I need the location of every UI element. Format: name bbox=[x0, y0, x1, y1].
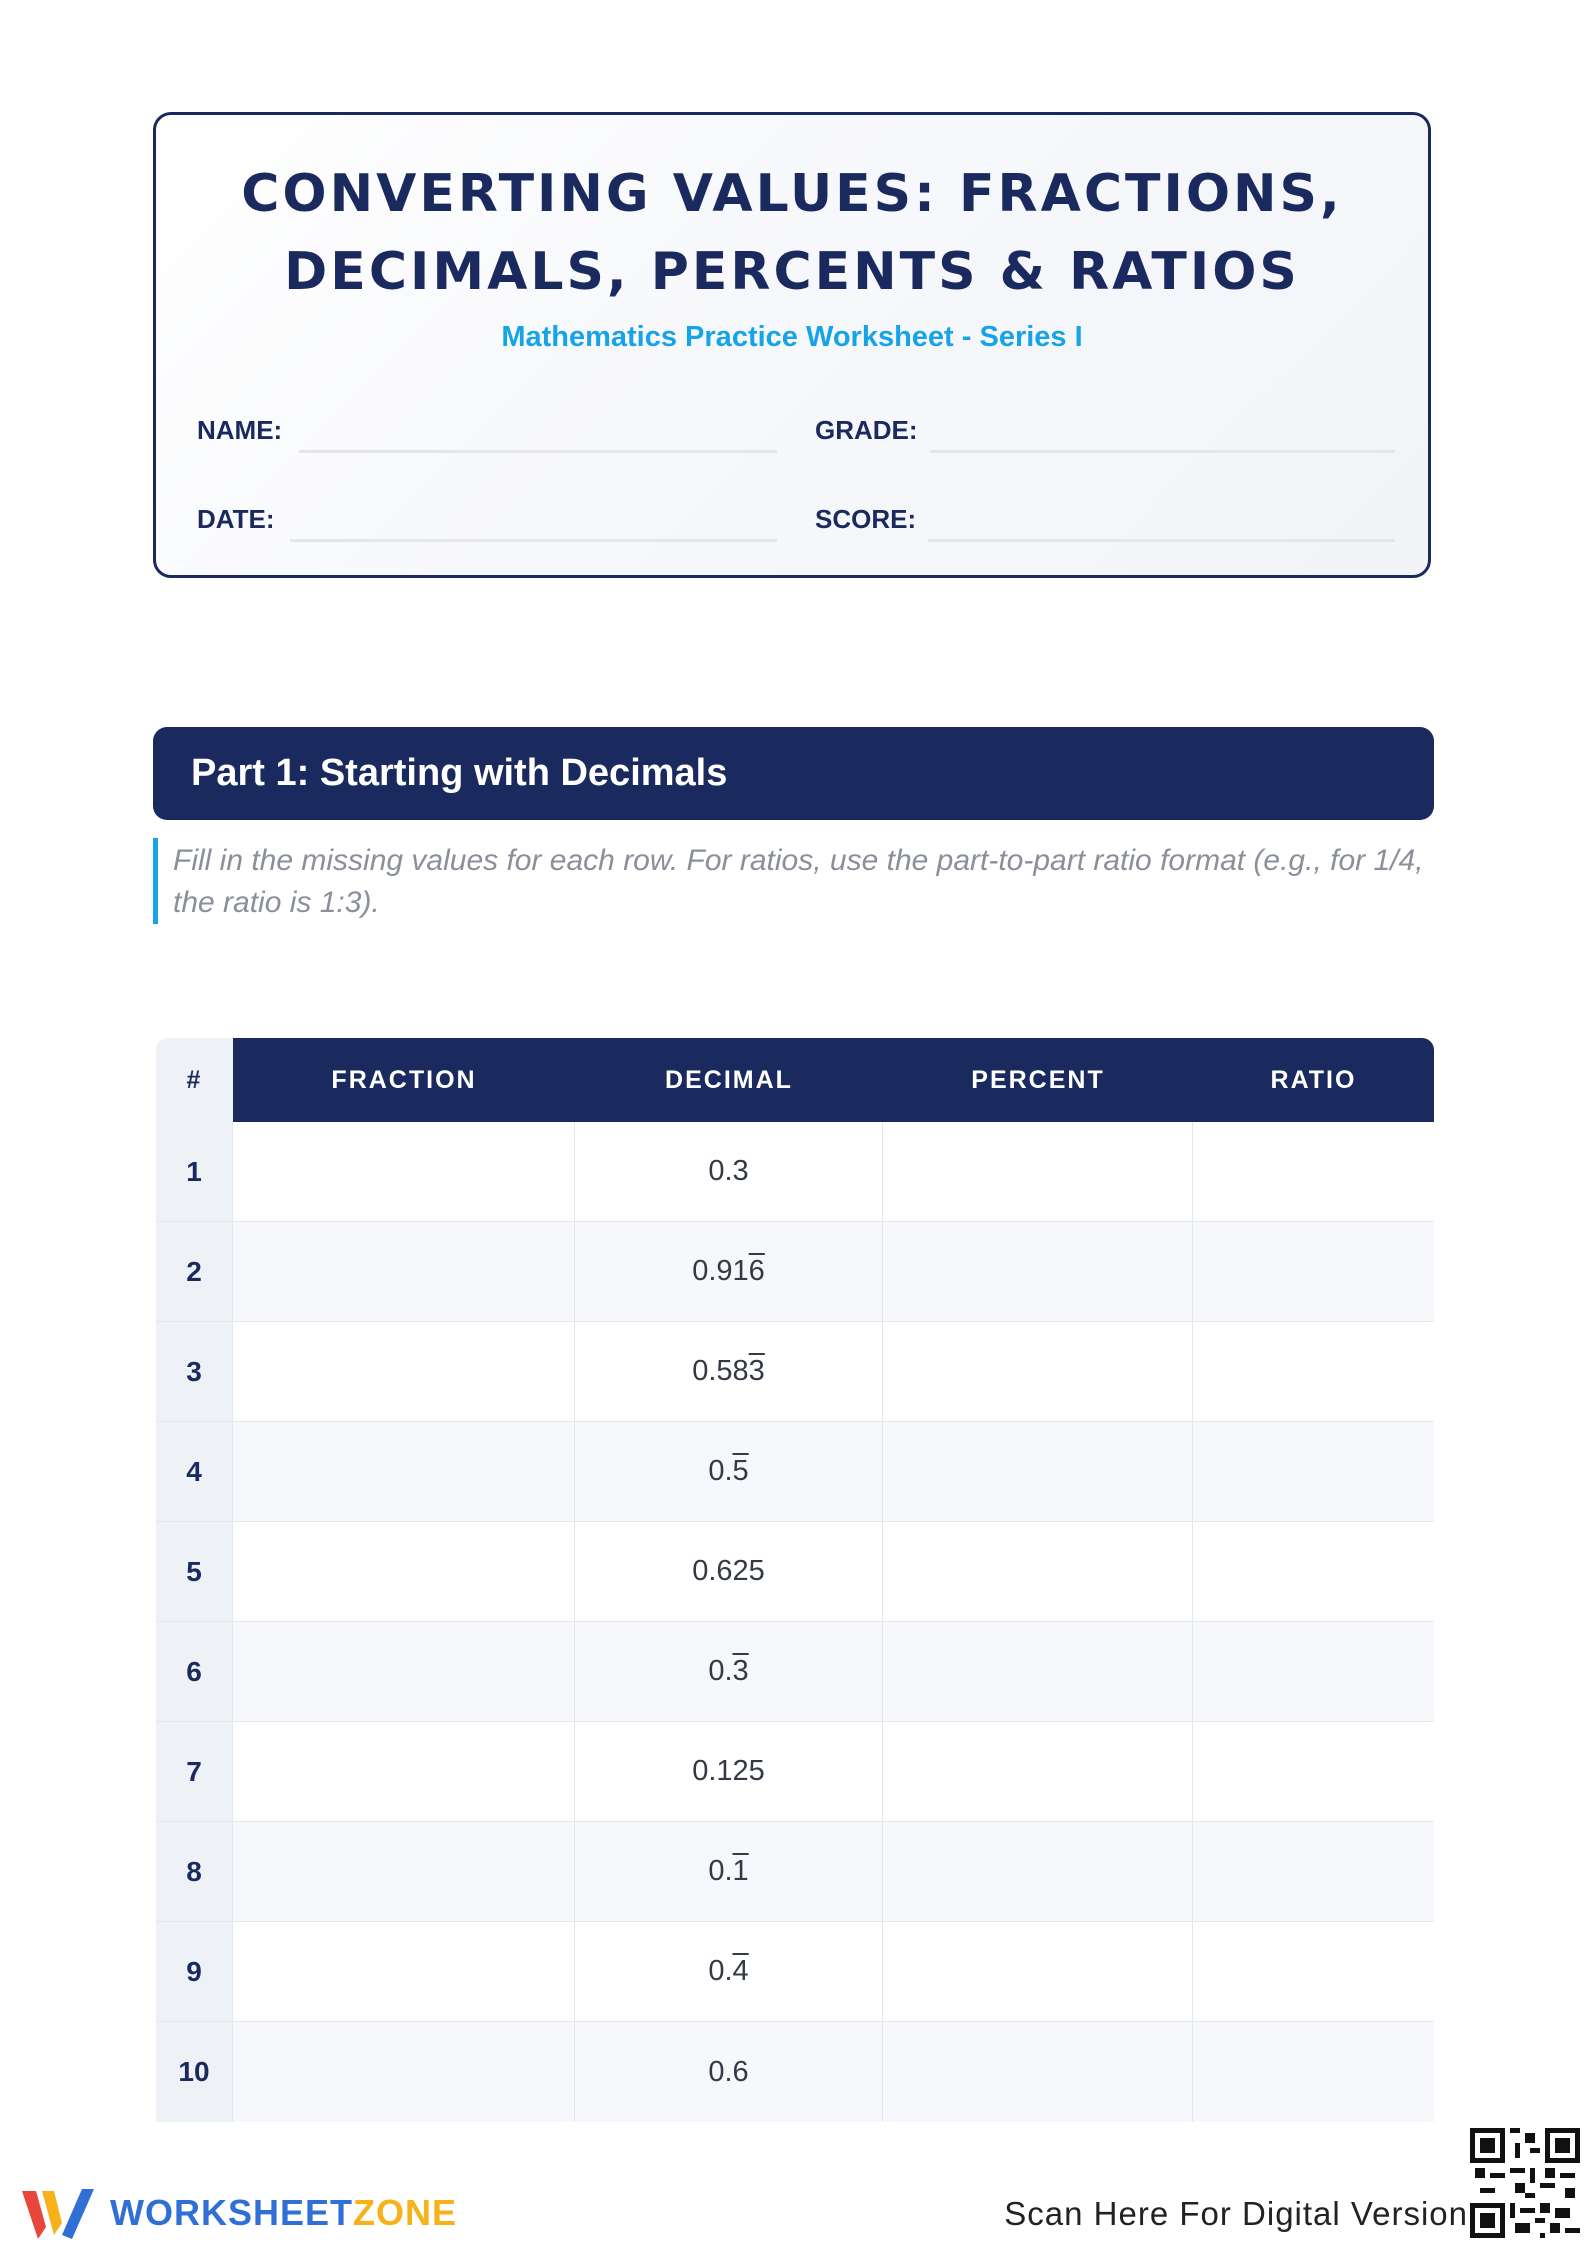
table-row bbox=[156, 1722, 1434, 1822]
decimal-base-digits: 0.125 bbox=[692, 1755, 765, 1787]
row-number: 9 bbox=[156, 1922, 233, 2021]
part-1-title: Part 1: Starting with Decimals bbox=[191, 752, 728, 794]
ratio-answer-cell[interactable] bbox=[1193, 1322, 1434, 1421]
percent-answer-cell[interactable] bbox=[883, 1922, 1193, 2021]
decimal-repeating-digit: 4 bbox=[732, 1955, 749, 1987]
percent-answer-cell[interactable] bbox=[883, 1722, 1193, 1821]
decimal-base-digits: 0.625 bbox=[692, 1555, 765, 1587]
decimal-base-digits: 0.58 bbox=[692, 1355, 749, 1387]
row-number: 8 bbox=[156, 1822, 233, 1921]
table-row bbox=[156, 1222, 1434, 1322]
part-1-banner bbox=[153, 727, 1434, 820]
ratio-answer-cell[interactable] bbox=[1193, 1222, 1434, 1321]
decimal-value bbox=[575, 1722, 883, 1821]
title-line-2: DECIMALS, PERCENTS & RATIOS bbox=[284, 242, 1300, 302]
table-body bbox=[156, 1122, 1434, 2122]
row-number: 5 bbox=[156, 1522, 233, 1621]
decimal-value bbox=[575, 1422, 883, 1521]
header-number: # bbox=[156, 1038, 233, 1122]
decimal-value bbox=[575, 1122, 883, 1221]
percent-answer-cell[interactable] bbox=[883, 1122, 1193, 1221]
table-row bbox=[156, 1822, 1434, 1922]
decimal-value bbox=[575, 1622, 883, 1721]
percent-answer-cell[interactable] bbox=[883, 1822, 1193, 1921]
percent-answer-cell[interactable] bbox=[883, 1322, 1193, 1421]
percent-answer-cell[interactable] bbox=[883, 1422, 1193, 1521]
worksheet-title bbox=[156, 155, 1428, 311]
name-field[interactable] bbox=[299, 450, 777, 453]
score-field[interactable] bbox=[928, 539, 1395, 542]
fraction-answer-cell[interactable] bbox=[233, 1922, 575, 2021]
table-row bbox=[156, 1522, 1434, 1622]
grade-label: GRADE: bbox=[815, 415, 918, 445]
decimal-base-digits: 0.6 bbox=[708, 2055, 749, 2088]
decimal-repeating-digit: 3 bbox=[732, 1655, 749, 1687]
ratio-answer-cell[interactable] bbox=[1193, 1422, 1434, 1521]
decimal-value bbox=[575, 2022, 883, 2122]
fraction-answer-cell[interactable] bbox=[233, 1722, 575, 1821]
decimal-base-digits: 0. bbox=[708, 1655, 733, 1687]
decimal-repeating-digit: 6 bbox=[748, 1255, 765, 1287]
name-label: NAME: bbox=[197, 415, 283, 445]
decimal-value bbox=[575, 1322, 883, 1421]
decimal-base-digits: 0. bbox=[708, 1455, 733, 1487]
title-line-1: CONVERTING VALUES: FRACTIONS, bbox=[241, 164, 1343, 224]
row-number: 1 bbox=[156, 1122, 233, 1221]
grade-field[interactable] bbox=[930, 450, 1395, 453]
row-number: 3 bbox=[156, 1322, 233, 1421]
percent-answer-cell[interactable] bbox=[883, 1222, 1193, 1321]
ratio-answer-cell[interactable] bbox=[1193, 1722, 1434, 1821]
ratio-answer-cell[interactable] bbox=[1193, 1622, 1434, 1721]
decimal-base-digits: 0.91 bbox=[692, 1255, 749, 1287]
qr-code-icon[interactable] bbox=[1470, 2128, 1580, 2238]
ratio-answer-cell[interactable] bbox=[1193, 1122, 1434, 1221]
fraction-answer-cell[interactable] bbox=[233, 1222, 575, 1321]
decimal-repeating-digit: 3 bbox=[748, 1355, 765, 1387]
header-percent: PERCENT bbox=[883, 1038, 1193, 1122]
fraction-answer-cell[interactable] bbox=[233, 1422, 575, 1521]
row-number: 2 bbox=[156, 1222, 233, 1321]
logo-text-worksheet: WORKSHEET bbox=[110, 2192, 353, 2233]
logo-text bbox=[110, 2192, 457, 2234]
ratio-answer-cell[interactable] bbox=[1193, 2022, 1434, 2122]
table-row bbox=[156, 1922, 1434, 2022]
fraction-answer-cell[interactable] bbox=[233, 1622, 575, 1721]
decimal-base-digits: 0. bbox=[708, 1855, 733, 1887]
row-number: 4 bbox=[156, 1422, 233, 1521]
row-number: 7 bbox=[156, 1722, 233, 1821]
row-number: 10 bbox=[156, 2022, 233, 2122]
decimal-repeating-digit: 1 bbox=[732, 1855, 749, 1887]
fraction-answer-cell[interactable] bbox=[233, 1822, 575, 1921]
worksheetzone-logo bbox=[18, 2183, 457, 2243]
table-row bbox=[156, 1122, 1434, 1222]
decimal-value bbox=[575, 1922, 883, 2021]
decimal-value bbox=[575, 1222, 883, 1321]
fraction-answer-cell[interactable] bbox=[233, 1322, 575, 1421]
date-field[interactable] bbox=[290, 539, 777, 542]
header-fraction: FRACTION bbox=[233, 1038, 575, 1122]
decimal-base-digits: 0.3 bbox=[708, 1155, 749, 1187]
header-card bbox=[153, 112, 1431, 578]
table-row bbox=[156, 1422, 1434, 1522]
worksheetzone-logo-icon bbox=[18, 2183, 96, 2243]
worksheet-subtitle: Mathematics Practice Worksheet - Series I bbox=[501, 321, 1083, 353]
table-row bbox=[156, 2022, 1434, 2122]
logo-text-zone: ZONE bbox=[353, 2192, 458, 2233]
header-ratio: RATIO bbox=[1193, 1038, 1434, 1122]
fraction-answer-cell[interactable] bbox=[233, 1122, 575, 1221]
percent-answer-cell[interactable] bbox=[883, 2022, 1193, 2122]
ratio-answer-cell[interactable] bbox=[1193, 1922, 1434, 2021]
fraction-answer-cell[interactable] bbox=[233, 1522, 575, 1621]
ratio-answer-cell[interactable] bbox=[1193, 1522, 1434, 1621]
fraction-answer-cell[interactable] bbox=[233, 2022, 575, 2122]
percent-answer-cell[interactable] bbox=[883, 1622, 1193, 1721]
table-header bbox=[156, 1038, 1434, 1122]
conversion-table bbox=[156, 1038, 1434, 2122]
scan-instruction: Scan Here For Digital Version bbox=[1004, 2195, 1468, 2232]
ratio-answer-cell[interactable] bbox=[1193, 1822, 1434, 1921]
part-1-instructions: Fill in the missing values for each row. For ratios, use the part-to-part ratio format (e.g., for 1/4, the ratio is 1:3). bbox=[153, 838, 1434, 924]
decimal-repeating-digit: 5 bbox=[732, 1455, 749, 1487]
table-row bbox=[156, 1322, 1434, 1422]
row-number: 6 bbox=[156, 1622, 233, 1721]
decimal-base-digits: 0. bbox=[708, 1955, 733, 1987]
header-decimal: DECIMAL bbox=[575, 1038, 883, 1122]
table-row bbox=[156, 1622, 1434, 1722]
percent-answer-cell[interactable] bbox=[883, 1522, 1193, 1621]
score-label: SCORE: bbox=[815, 504, 917, 534]
decimal-value bbox=[575, 1822, 883, 1921]
decimal-value bbox=[575, 1522, 883, 1621]
date-label: DATE: bbox=[197, 504, 275, 534]
